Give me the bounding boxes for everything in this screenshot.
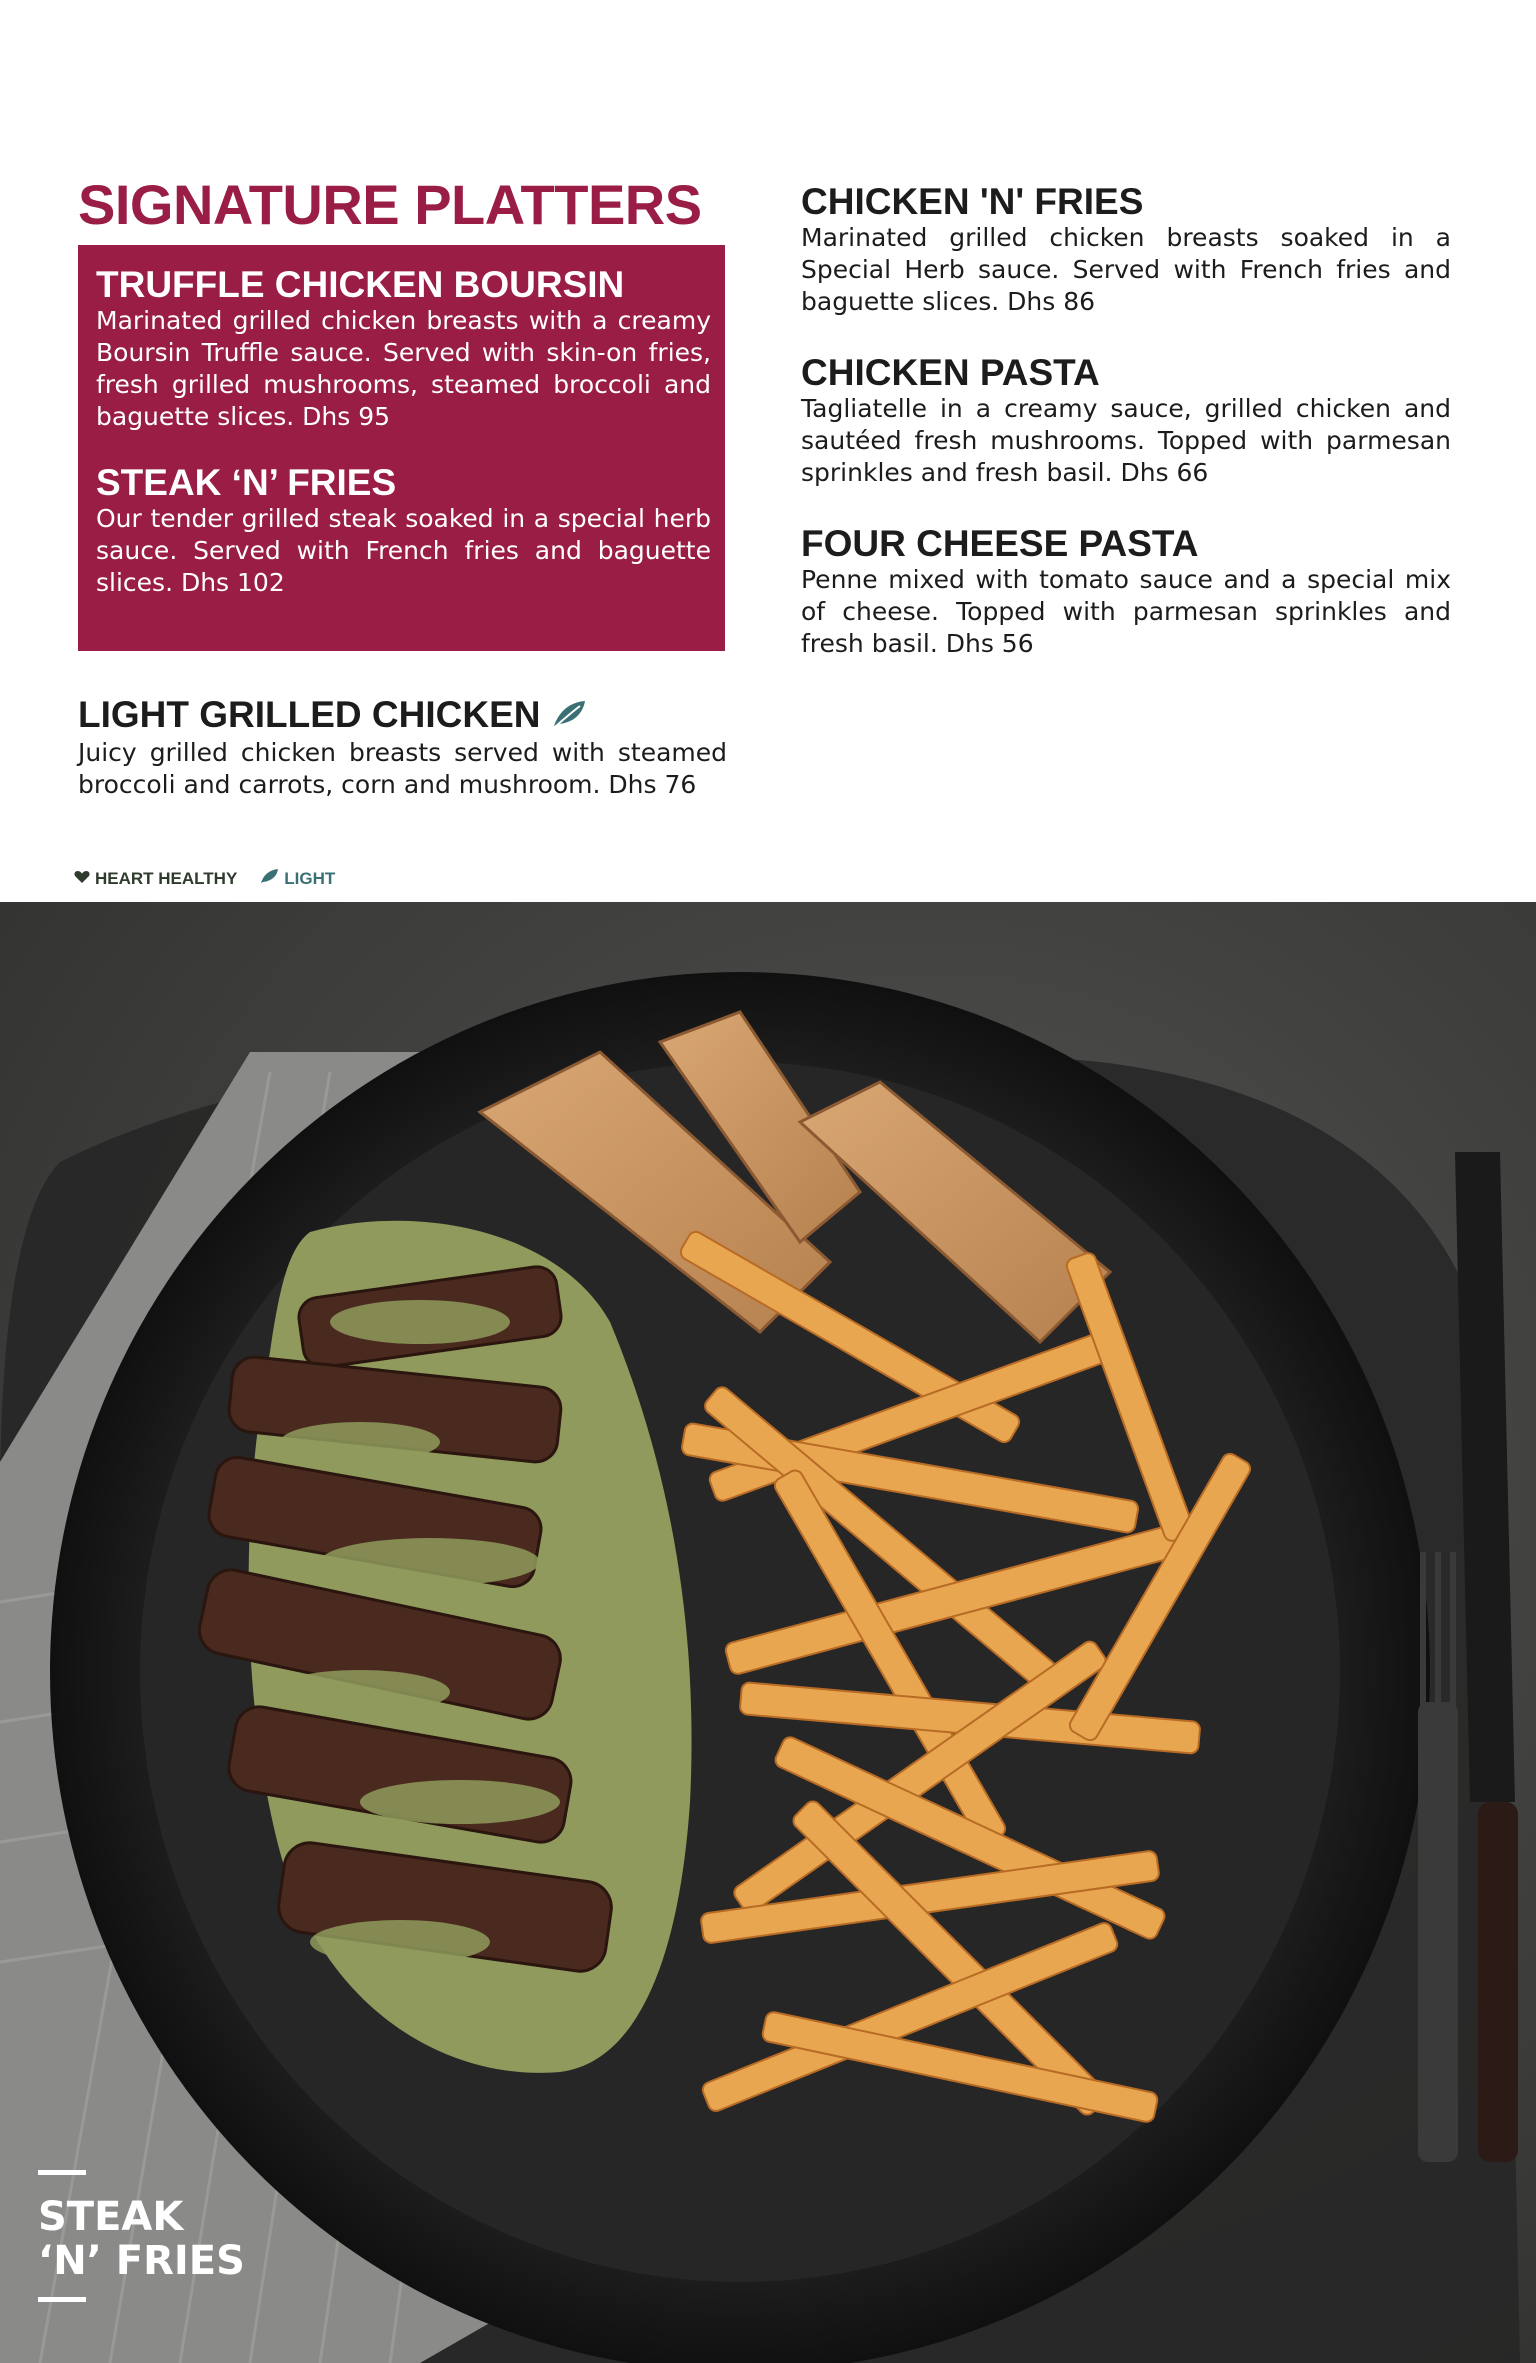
menu-item-description: Tagliatelle in a creamy sauce, grilled chicken and sautéed fresh mushrooms. Topped with parmesan sprinkles and fresh basil. Dhs 66 — [801, 394, 1451, 487]
menu-item-chicken-pasta — [801, 353, 1451, 489]
menu-item-truffle-chicken-boursin — [96, 265, 711, 433]
section-title: SIGNATURE PLATTERS — [78, 173, 702, 236]
menu-right-column — [801, 182, 1451, 660]
caption-bar — [38, 2170, 86, 2175]
menu-item-description: Marinated grilled chicken breasts with a creamy Boursin Truffle sauce. Served with skin-on fries, fresh grilled mushrooms, steamed broccoli and baguette slices. Dhs 95 — [96, 306, 711, 431]
menu-item-description: Juicy grilled chicken breasts served with steamed broccoli and carrots, corn and mushroom. Dhs 76 — [78, 738, 727, 800]
menu-item-four-cheese-pasta — [801, 524, 1451, 660]
menu-item-description: Penne mixed with tomato sauce and a special mix of cheese. Topped with parmesan sprinkles and fresh basil. Dhs 56 — [801, 565, 1451, 658]
menu-item-description: Our tender grilled steak soaked in a special herb sauce. Served with French fries and baguette slices. Dhs 102 — [96, 504, 711, 597]
menu-item-description: Marinated grilled chicken breasts soaked in a Special Herb sauce. Served with French fries and baguette slices. Dhs 86 — [801, 223, 1451, 316]
menu-item-name: TRUFFLE CHICKEN BOURSIN — [96, 264, 625, 305]
featured-items-box — [78, 245, 725, 651]
legend-label: HEART HEALTHY — [95, 868, 238, 888]
legend-label: LIGHT — [284, 868, 336, 888]
caption-line: ‘N’ FRIES — [38, 2238, 245, 2284]
menu-item-steak-n-fries — [96, 463, 711, 599]
dietary-legend — [74, 868, 335, 889]
caption-bar — [38, 2297, 86, 2302]
menu-item-name: CHICKEN 'N' FRIES — [801, 181, 1144, 222]
leaf-icon — [259, 868, 279, 889]
menu-item-chicken-n-fries — [801, 182, 1451, 318]
menu-item-name: STEAK ‘N’ FRIES — [96, 462, 397, 503]
dish-caption — [38, 2170, 245, 2302]
dish-photo — [0, 902, 1536, 2363]
caption-line: STEAK — [38, 2194, 184, 2240]
heart-icon — [74, 869, 90, 889]
legend-heart-healthy — [74, 869, 237, 889]
leaf-icon — [550, 697, 588, 737]
menu-item-light-grilled-chicken — [78, 695, 727, 801]
menu-item-name: FOUR CHEESE PASTA — [801, 523, 1199, 564]
menu-item-name-row — [78, 695, 727, 737]
legend-light — [259, 868, 335, 889]
menu-item-name: LIGHT GRILLED CHICKEN — [78, 694, 541, 735]
menu-item-name: CHICKEN PASTA — [801, 352, 1100, 393]
